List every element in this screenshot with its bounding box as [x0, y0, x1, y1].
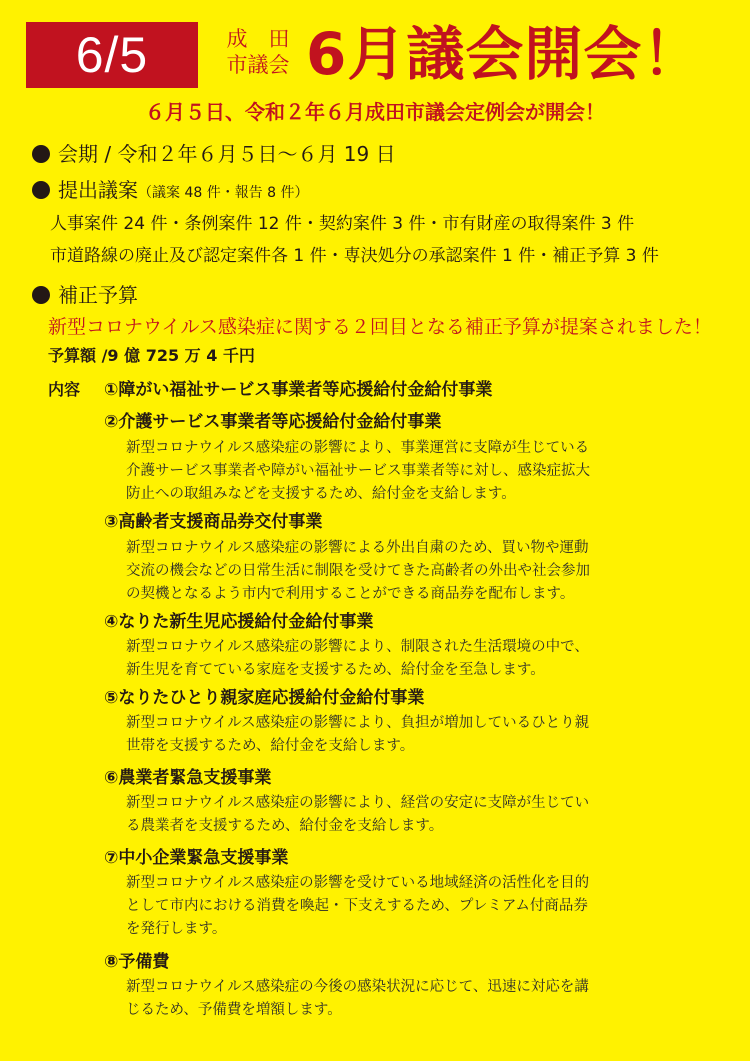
budget-item-title-2: ②介護サービス事業者等応援給付金給付事業: [104, 412, 442, 432]
bullet-icon: [32, 286, 50, 304]
budget-item-title-6: ⑥農業者緊急支援事業: [104, 768, 272, 788]
budget-item-title-4: ④なりた新生児応援給付金給付事業: [104, 612, 374, 632]
budget-item-2-desc-1: 新型コロナウイルス感染症の影響により、事業運営に支障が生じている: [126, 440, 590, 456]
budget-item-6-desc-2: る農業者を支援するため、給付金を支給します。: [126, 818, 444, 834]
budget-item-7-desc-1: 新型コロナウイルス感染症の影響を受けている地域経済の活性化を目的: [126, 875, 590, 891]
budget-item-8-desc-2: じるため、予備費を増額します。: [126, 1002, 342, 1018]
budget-item-title-7: ⑦中小企業緊急支援事業: [104, 848, 289, 868]
budget-highlight: 新型コロナウイルス感染症に関する２回目となる補正予算が提案されました！: [48, 316, 712, 338]
budget-item-title-1: ①障がい福祉サービス事業者等応援給付金給付事業: [104, 380, 493, 400]
budget-item-title-3: ③高齢者支援商品券交付事業: [104, 512, 323, 532]
budget-item-title-5: ⑤なりたひとり親家庭応援給付金給付事業: [104, 688, 425, 708]
budget-item-3-desc-1: 新型コロナウイルス感染症の影響による外出自粛のため、買い物や運動: [126, 540, 589, 556]
budget-heading-row: [32, 281, 138, 309]
budget-item-5-desc-2: 世帯を支援するため、給付金を支給します。: [126, 738, 415, 754]
page-title: 6月議会開会！: [306, 20, 702, 88]
bills-count-note: （議案 48 件・報告 8 件）: [138, 185, 309, 201]
budget-item-3-desc-2: 交流の機会などの日常生活に制限を受けてきた高齢者の外出や社会参加: [126, 563, 590, 579]
bills-line-2: 市道路線の廃止及び認定案件各 1 件・専決処分の承認案件 1 件・補正予算 3 件: [50, 246, 659, 266]
content-label: 内容: [48, 380, 81, 399]
subheading: ６月５日、令和２年６月成田市議会定例会が開会！: [145, 100, 605, 124]
session-row: [32, 140, 396, 168]
bills-line-1: 人事案件 24 件・条例案件 12 件・契約案件 3 件・市有財産の取得案件 3 件: [50, 214, 635, 234]
organization-line-2: 市議会: [226, 53, 290, 77]
session-text: 会期 / 令和２年６月５日〜６月 19 日: [58, 142, 396, 166]
bills-heading: 提出議案: [58, 178, 138, 202]
bullet-icon: [32, 145, 50, 163]
organization-name: [216, 26, 300, 78]
budget-item-5-desc-1: 新型コロナウイルス感染症の影響により、負担が増加しているひとり親: [126, 715, 590, 731]
budget-item-title-8: ⑧予備費: [104, 952, 170, 972]
budget-item-3-desc-3: の契機となるよう市内で利用することができる商品券を配布します。: [126, 586, 575, 602]
budget-item-4-desc-1: 新型コロナウイルス感染症の影響により、制限された生活環境の中で、: [126, 639, 589, 655]
budget-item-7-desc-3: を発行します。: [126, 921, 227, 937]
budget-item-8-desc-1: 新型コロナウイルス感染症の今後の感染状況に応じて、迅速に対応を講: [126, 979, 589, 995]
date-badge: 6/5: [26, 22, 198, 88]
budget-heading: 補正予算: [58, 283, 138, 307]
bullet-icon: [32, 181, 50, 199]
budget-item-2-desc-2: 介護サービス事業者や障がい福祉サービス事業者等に対し、感染症拡大: [126, 463, 590, 479]
organization-line-1: 成 田: [226, 27, 290, 51]
budget-item-6-desc-1: 新型コロナウイルス感染症の影響により、経営の安定に支障が生じてい: [126, 795, 590, 811]
bills-heading-row: [32, 176, 309, 207]
budget-item-2-desc-3: 防止への取組みなどを支援するため、給付金を支給します。: [126, 486, 516, 502]
budget-amount: 予算額 /9 億 725 万 4 千円: [48, 346, 255, 365]
budget-item-7-desc-2: として市内における消費を喚起・下支えするため、プレミアム付商品券: [126, 898, 588, 914]
budget-item-4-desc-2: 新生児を育てている家庭を支援するため、給付金を至急します。: [126, 662, 545, 678]
